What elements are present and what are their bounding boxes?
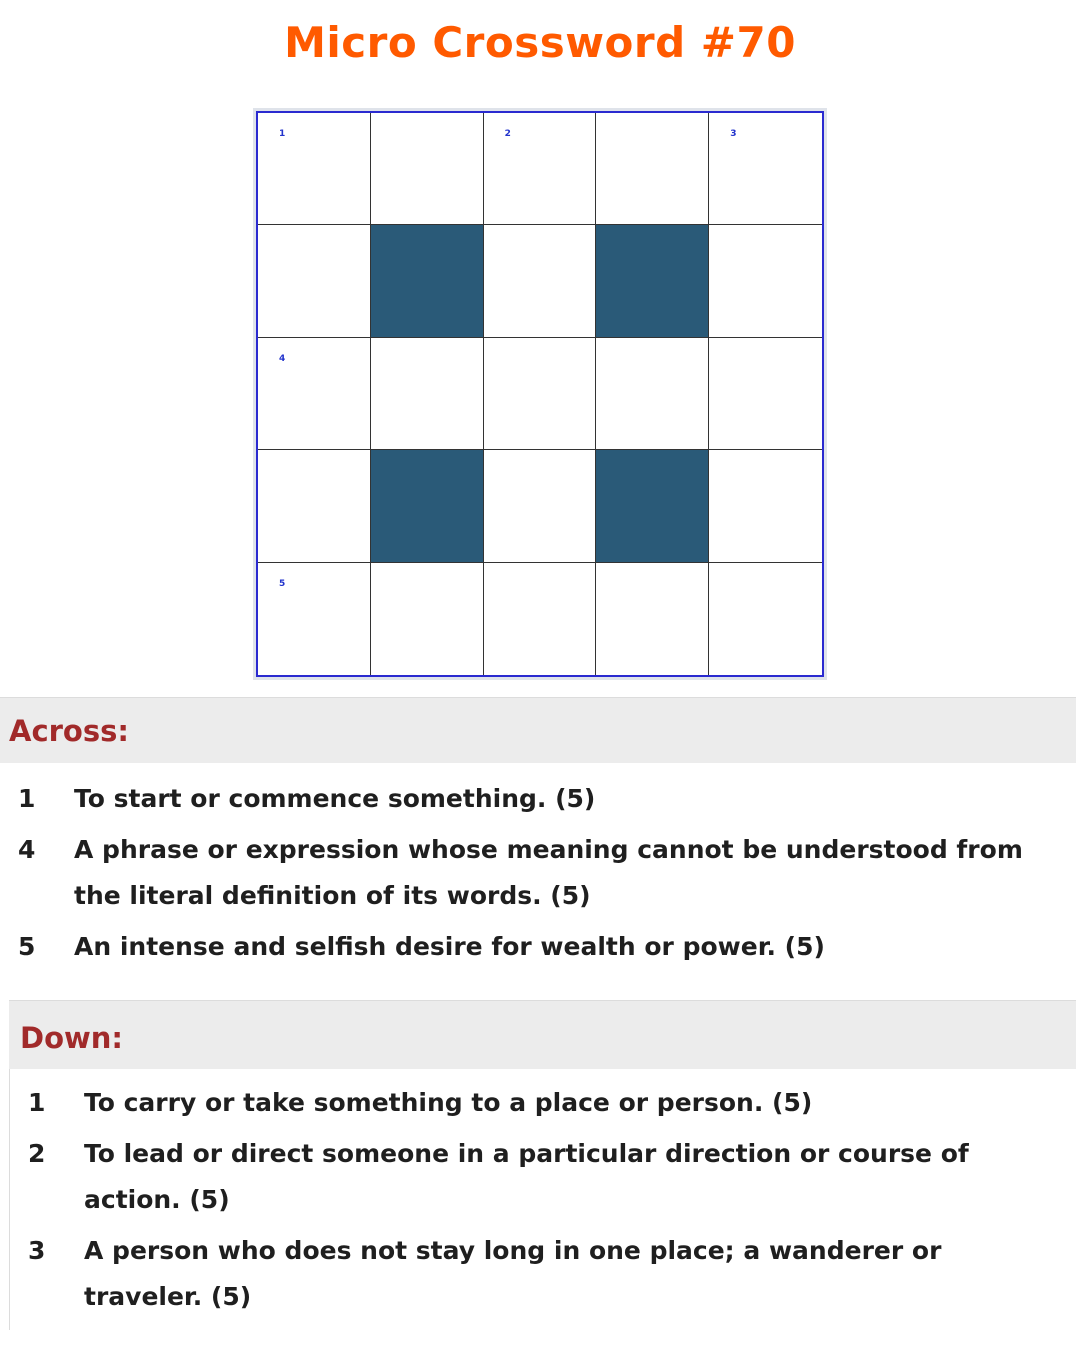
grid-block-cell (596, 225, 709, 337)
grid-cell[interactable] (258, 225, 371, 337)
clue-number: 4 (18, 835, 36, 864)
grid-cell[interactable] (596, 563, 709, 675)
grid-block-cell (596, 450, 709, 562)
cell-number: 4 (279, 353, 286, 364)
cell-number: 3 (730, 129, 737, 139)
clue-text: To lead or direct someone in a particular direction or course of action. (5) (84, 1139, 969, 1214)
puzzle-title: Micro Crossword #70 (284, 18, 796, 67)
grid-cell[interactable] (484, 338, 597, 450)
clue-text: An intense and selfish desire for wealth or power. (5) (74, 932, 825, 961)
grid-cell[interactable] (484, 563, 597, 675)
down-clue[interactable] (28, 1228, 1058, 1320)
grid-cell[interactable] (709, 225, 822, 337)
grid-cell[interactable] (709, 338, 822, 450)
grid-cell[interactable] (596, 113, 709, 225)
down-header: Down: (9, 1000, 1076, 1069)
across-clue[interactable] (18, 827, 1058, 919)
grid-block-cell (371, 225, 484, 337)
grid-cell[interactable] (484, 450, 597, 562)
clue-number: 1 (28, 1088, 46, 1117)
across-clue[interactable] (18, 924, 1058, 970)
grid-cell[interactable] (484, 113, 597, 225)
grid-cell[interactable] (258, 113, 371, 225)
cell-number: 5 (279, 578, 286, 589)
grid-cell[interactable] (596, 338, 709, 450)
clue-text: To start or commence something. (5) (74, 784, 596, 813)
across-clue-list (18, 776, 1058, 975)
grid-cell[interactable] (258, 450, 371, 562)
cell-number: 1 (279, 129, 286, 139)
grid-block-cell (371, 450, 484, 562)
clue-text: A person who does not stay long in one place; a wanderer or traveler. (5) (84, 1236, 942, 1311)
across-clue[interactable] (18, 776, 1058, 822)
clue-text: A phrase or expression whose meaning cannot be understood from the literal definition of its words. (5) (74, 835, 1023, 910)
grid-cell[interactable] (709, 563, 822, 675)
clue-number: 5 (18, 932, 36, 961)
down-clue[interactable] (28, 1080, 1058, 1126)
grid-cell[interactable] (709, 450, 822, 562)
down-clue-list (28, 1080, 1058, 1325)
grid-cell[interactable] (371, 113, 484, 225)
cell-number: 2 (504, 129, 511, 139)
grid-cell[interactable] (371, 563, 484, 675)
crossword-grid-frame (253, 108, 827, 680)
grid-cell[interactable] (258, 338, 371, 450)
clue-text: To carry or take something to a place or person. (5) (84, 1088, 813, 1117)
clue-number: 2 (28, 1139, 46, 1168)
grid-cell[interactable] (371, 338, 484, 450)
grid-cell[interactable] (258, 563, 371, 675)
grid-cell[interactable] (709, 113, 822, 225)
clue-number: 3 (28, 1236, 46, 1265)
across-header: Across: (0, 697, 1076, 763)
crossword-grid (256, 111, 824, 677)
clue-number: 1 (18, 784, 36, 813)
grid-cell[interactable] (484, 225, 597, 337)
down-clue[interactable] (28, 1131, 1058, 1223)
